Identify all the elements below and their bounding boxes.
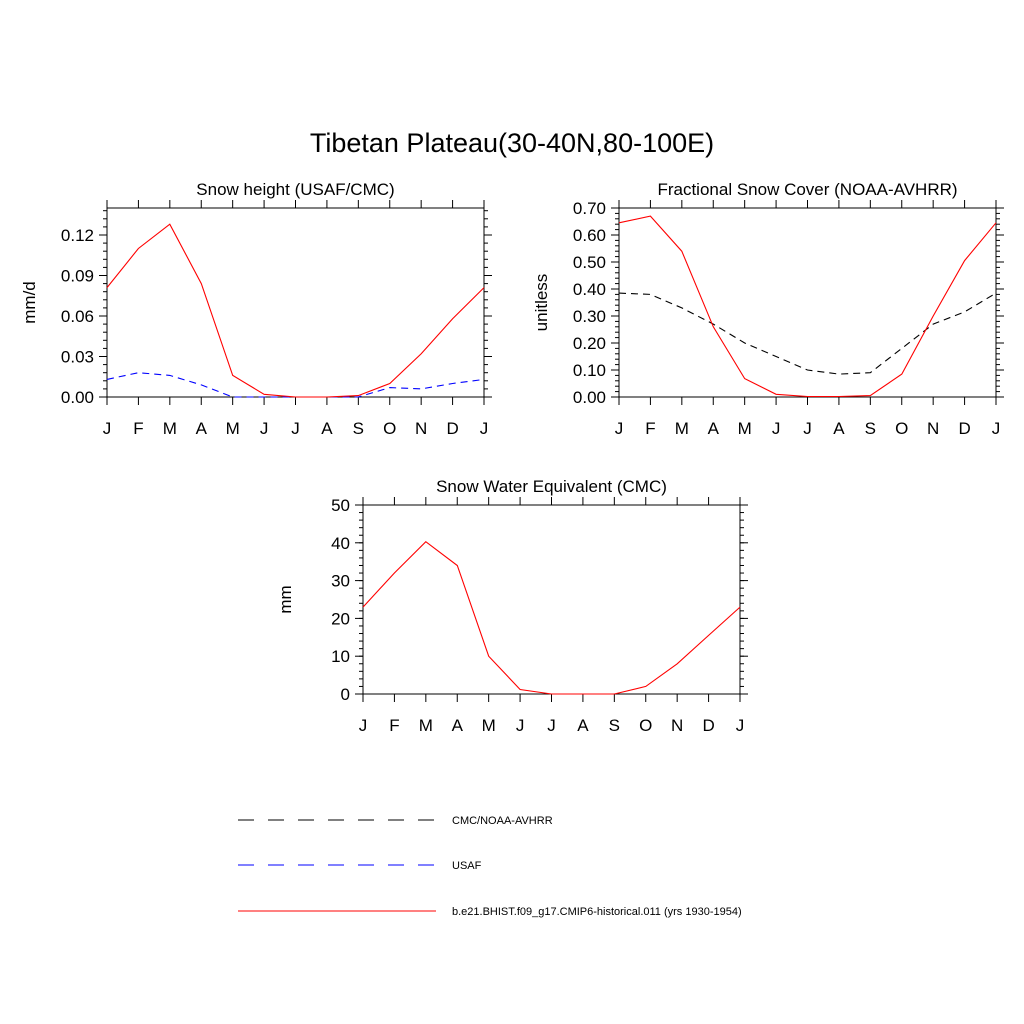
swe-frame bbox=[363, 505, 740, 694]
snow-cover-xtick-label: O bbox=[895, 419, 909, 438]
swe-ytick-label: 30 bbox=[331, 571, 350, 591]
snow-cover-xtick-label: F bbox=[645, 419, 656, 438]
snow-height-ytick-label: 0.00 bbox=[60, 388, 94, 407]
swe-xtick-label: N bbox=[671, 716, 684, 735]
snow-cover-xtick-label: J bbox=[991, 419, 1001, 438]
snow-height-panel bbox=[20, 180, 492, 438]
snow-height-ytick-label: 0.09 bbox=[60, 266, 94, 286]
snow-height-xtick-label: N bbox=[415, 419, 428, 438]
swe-panel bbox=[276, 477, 748, 735]
swe-xtick-label: A bbox=[577, 716, 589, 735]
swe-xtick-label: J bbox=[735, 716, 745, 735]
legend-label-obs: CMC/NOAA-AVHRR bbox=[452, 815, 553, 827]
swe-xtick-label: F bbox=[389, 716, 400, 735]
snow-cover-ytick-label: 0.60 bbox=[572, 226, 606, 245]
snow-height-xtick-label: D bbox=[446, 419, 459, 438]
swe-xtick-label: M bbox=[418, 716, 433, 735]
swe-xtick-label: J bbox=[515, 716, 525, 735]
snow-cover-xtick-label: S bbox=[864, 419, 877, 438]
snow-cover-ytick-label: 0.50 bbox=[572, 253, 606, 272]
legend-label-usaf: USAF bbox=[452, 860, 482, 872]
snow-cover-frame bbox=[619, 208, 996, 397]
snow-height-xtick-label: M bbox=[225, 419, 240, 438]
swe-title: Snow Water Equivalent (CMC) bbox=[436, 477, 667, 496]
snow-cover-xtick-label: M bbox=[674, 419, 689, 438]
snow-height-title: Snow height (USAF/CMC) bbox=[196, 180, 395, 199]
snow-cover-xtick-label: A bbox=[707, 419, 719, 438]
snow-cover-xtick-label: J bbox=[771, 419, 781, 438]
swe-xtick-label: A bbox=[451, 716, 463, 735]
snow-height-xtick-label: O bbox=[383, 419, 397, 438]
snow-height-xtick-label: S bbox=[352, 419, 365, 438]
swe-ytick-label: 10 bbox=[331, 647, 350, 667]
snow-cover-panel bbox=[532, 180, 1004, 438]
snow-height-xtick-label: A bbox=[321, 419, 333, 438]
snow-height-xtick-label: M bbox=[162, 419, 177, 438]
snow-height-ytick-label: 0.06 bbox=[60, 307, 94, 326]
snow-height-xtick-label: J bbox=[102, 419, 112, 438]
swe-ytick-label: 20 bbox=[331, 609, 350, 629]
snow-cover-ytick-label: 0.20 bbox=[572, 334, 606, 353]
snow-height-xtick-label: F bbox=[133, 419, 144, 438]
snow-height-xtick-label: J bbox=[479, 419, 489, 438]
snow-cover-xtick-label: M bbox=[737, 419, 752, 438]
snow-cover-title: Fractional Snow Cover (NOAA-AVHRR) bbox=[657, 180, 958, 199]
snow-cover-xtick-label: J bbox=[614, 419, 624, 438]
snow-height-series-usaf bbox=[107, 373, 484, 397]
snow-cover-ytick-label: 0.70 bbox=[572, 199, 606, 218]
snow-cover-xtick-label: J bbox=[803, 419, 812, 438]
snow-height-xtick-label: J bbox=[259, 419, 269, 438]
snow-cover-ytick-label: 0.40 bbox=[572, 280, 606, 299]
swe-ytick-label: 50 bbox=[331, 496, 350, 515]
snow-cover-xtick-label: N bbox=[927, 419, 940, 438]
snow-cover-ytick-label: 0.00 bbox=[572, 388, 606, 407]
snow-cover-xtick-label: D bbox=[958, 419, 971, 438]
swe-xtick-label: M bbox=[481, 716, 496, 735]
swe-xtick-label: J bbox=[358, 716, 368, 735]
swe-ytick-label: 40 bbox=[331, 533, 350, 553]
swe-ytick-label: 0 bbox=[340, 685, 350, 704]
snow-height-xtick-label: A bbox=[195, 419, 207, 438]
swe-series-model bbox=[363, 542, 740, 694]
snow-height-ytick-label: 0.03 bbox=[60, 347, 94, 367]
snow-height-series-model bbox=[107, 224, 484, 397]
swe-xtick-label: O bbox=[639, 716, 653, 735]
swe-xtick-label: D bbox=[702, 716, 715, 735]
snow-height-frame bbox=[107, 208, 484, 397]
swe-xtick-label: S bbox=[608, 716, 621, 735]
swe-ylabel: mm bbox=[276, 585, 295, 614]
snow-cover-ytick-label: 0.30 bbox=[572, 307, 606, 326]
figure-title: Tibetan Plateau(30-40N,80-100E) bbox=[309, 128, 715, 158]
swe-xtick-label: J bbox=[547, 716, 556, 735]
snow-cover-ylabel: unitless bbox=[532, 273, 551, 332]
snow-height-ytick-label: 0.12 bbox=[60, 226, 94, 245]
snow-cover-xtick-label: A bbox=[833, 419, 845, 438]
legend-label-model: b.e21.BHIST.f09_g17.CMIP6-historical.011 (yrs 1930-1954) bbox=[452, 906, 742, 918]
snow-height-xtick-label: J bbox=[291, 419, 300, 438]
snow-height-ylabel: mm/d bbox=[20, 281, 39, 324]
snow-cover-ytick-label: 0.10 bbox=[572, 361, 606, 380]
